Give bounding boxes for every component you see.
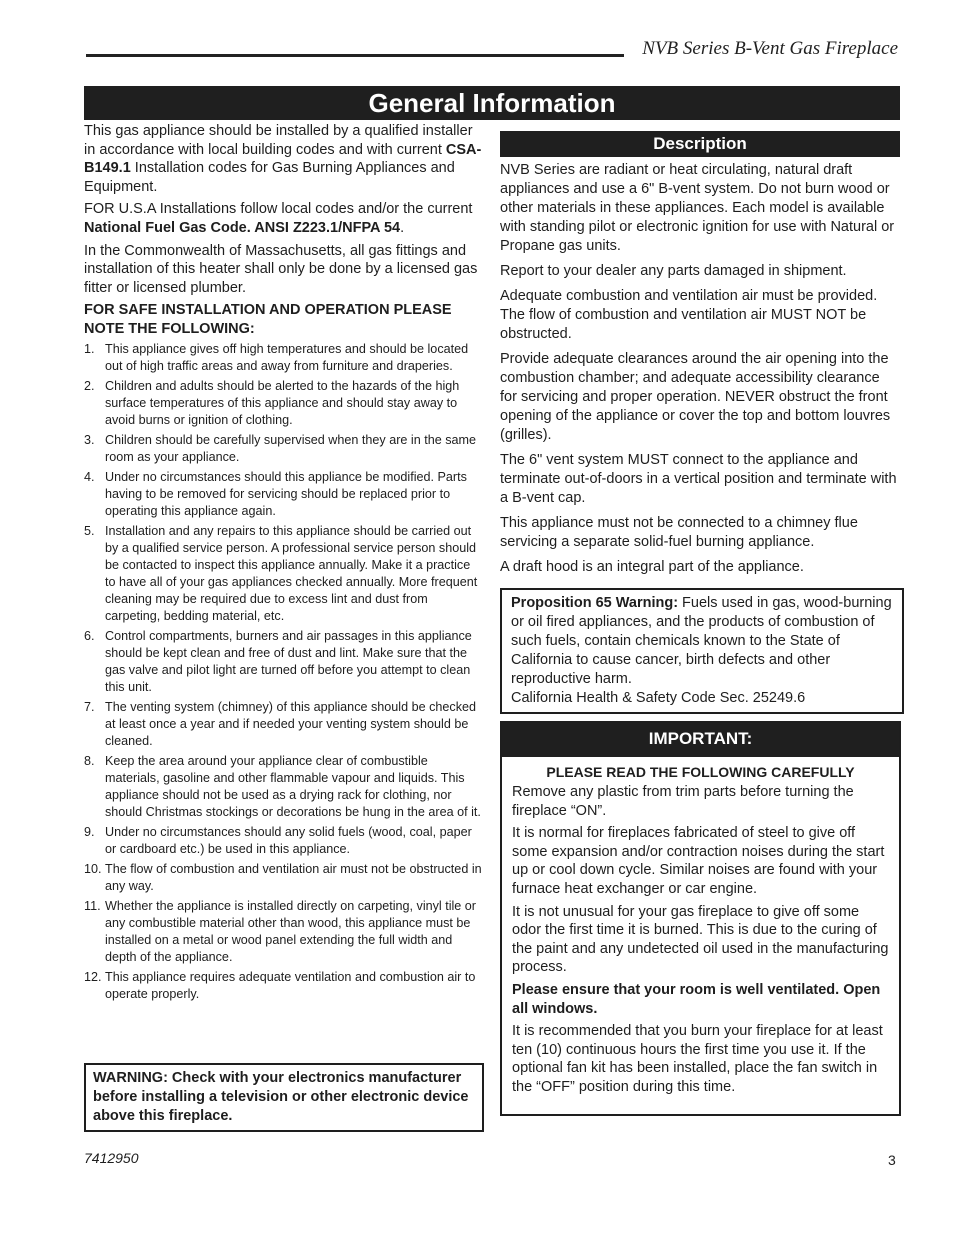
important-box	[500, 721, 901, 1116]
safety-item-text: This appliance requires adequate ventilation and combustion air to operate properly.	[105, 969, 476, 1001]
safety-item-number: 7.	[84, 699, 95, 714]
safety-item-text: Control compartments, burners and air passages in this appliance should be kept clean and free of dust and lint. Make sure that the gas valve and pilot light are turned off before you attempt to clean this unit.	[105, 628, 472, 694]
safety-item-text: This appliance gives off high temperatures and should be located out of high traffic areas and away from furniture and draperies.	[105, 341, 469, 373]
safety-item	[84, 432, 482, 466]
description-paragraph: This appliance must not be connected to a chimney flue servicing a separate solid-fuel burning appliance.	[500, 515, 858, 550]
ventilation-notice: Please ensure that your room is well ventilated. Open all windows.	[512, 981, 881, 1017]
important-subhead: PLEASE READ THE FOLLOWING CAREFULLY	[546, 764, 855, 780]
safety-item-number: 11.	[84, 898, 101, 913]
page-number: 3	[888, 1152, 896, 1168]
install-text: This gas appliance should be installed by a qualified installer in accordance with local building codes and with current	[84, 123, 473, 158]
install-text-end: Installation codes for Gas Burning Appliances and Equipment.	[84, 160, 455, 195]
safety-item-number: 5.	[84, 523, 95, 538]
install-paragraph	[84, 122, 482, 196]
safety-list	[84, 341, 482, 1003]
important-paragraph: Remove any plastic from trim parts before turning the fireplace “ON”.	[512, 784, 854, 819]
safety-item-number: 10.	[84, 861, 102, 876]
safety-item-text: Children and adults should be alerted to the hazards of the high surface temperatures of this appliance and should stay away to avoid burns or ignition of clothing.	[105, 378, 460, 427]
safety-item-text: The flow of combustion and ventilation air must not be obstructed in any way.	[105, 861, 482, 893]
safety-item	[84, 861, 482, 895]
page-title: General Information	[84, 86, 900, 120]
electronics-warning: WARNING: Check with your electronics manufacturer before installing a television or other electronic device above this fireplace.	[84, 1063, 484, 1132]
prop65-code: California Health & Safety Code Sec. 25249.6	[511, 690, 806, 706]
prop65-warning	[500, 588, 904, 714]
doc-number: 7412950	[84, 1150, 139, 1166]
safety-item	[84, 898, 482, 966]
safety-item-text: Keep the area around your appliance clear of combustible materials, gasoline and other flammable vapour and liquids. This appliance should not be used as a drying rack for clothing, nor should Christmas stockings or decorations be hung in the area of it.	[105, 753, 481, 819]
left-column	[84, 122, 482, 1006]
important-paragraph: It is recommended that you burn your fireplace for at least ten (10) continuous hours the first time you use it. If the optional fan kit has been installed, place the fan switch in the “OFF” position during this time.	[512, 1023, 883, 1095]
safe-installation-heading: FOR SAFE INSTALLATION AND OPERATION PLEASE NOTE THE FOLLOWING:	[84, 302, 452, 337]
safety-item-text: Under no circumstances should any solid fuels (wood, coal, paper or cardboard etc.) be used in this appliance.	[105, 824, 472, 856]
usa-paragraph	[84, 200, 482, 237]
massachusetts-paragraph: In the Commonwealth of Massachusetts, all gas fittings and installation of this heater shall only be done by a licensed gas fitter or licensed plumber.	[84, 242, 478, 296]
description-paragraph: A draft hood is an integral part of the appliance.	[500, 559, 804, 575]
safety-item	[84, 699, 482, 750]
safety-item	[84, 628, 482, 696]
usa-text: FOR U.S.A Installations follow local codes and/or the current	[84, 201, 473, 218]
right-column	[500, 131, 900, 577]
usa-text-end: .	[400, 219, 405, 236]
important-title: IMPORTANT:	[502, 723, 899, 757]
important-paragraph: It is normal for fireplaces fabricated of steel to give off some expansion and/or contraction noises during the start up or cool down cycle. Similar noises are found with your furnace heat exchanger or car engine.	[512, 825, 885, 897]
safety-item	[84, 523, 482, 625]
description-paragraph: NVB Series are radiant or heat circulating, natural draft appliances and use a 6" B-vent system. Do not burn wood or other materials in these appliances. Each model is available with standing pilot or electronic ignition for use with Natural or Propane gas units.	[500, 162, 895, 254]
description-paragraph: Report to your dealer any parts damaged in shipment.	[500, 263, 847, 279]
description-paragraph: The 6" vent system MUST connect to the appliance and terminate out-of-doors in a vertical position and terminate with a B-vent cap.	[500, 452, 897, 506]
prop65-label: Proposition 65 Warning:	[511, 595, 679, 611]
safety-item	[84, 969, 482, 1003]
safety-item-text: Installation and any repairs to this appliance should be carried out by a qualified service person. A professional service person should be contacted to inspect this appliance annually. Make it a practice to have all of your gas appliances checked annually. More frequent cleaning may be required due to excess lint and dust from carpeting, bedding material, etc.	[105, 523, 478, 623]
safety-item-text: Children should be carefully supervised when they are in the same room as your appliance.	[105, 432, 477, 464]
prop65-text: Fuels used in gas, wood-burning or oil fired appliances, and the products of combustion of such fuels, contain chemicals known to the State of California to cause cancer, birth defects and other reproductive harm.	[511, 595, 892, 687]
nfpa-code: National Fuel Gas Code. ANSI Z223.1/NFPA 54	[84, 219, 401, 236]
safety-item	[84, 469, 482, 520]
description-title: Description	[500, 131, 900, 157]
header-rule	[86, 54, 624, 57]
safety-item-text: The venting system (chimney) of this appliance should be checked at least once a year and if needed your venting system should be cleaned.	[105, 699, 477, 748]
csa-code: CSA-B149.1	[84, 141, 482, 177]
safety-item-number: 9.	[84, 824, 95, 839]
description-paragraph: Provide adequate clearances around the air opening into the combustion chamber; and adequate accessibility clearance for servicing and proper operation. NEVER obstruct the front opening of the appliance or cover the top and bottom louvres (grilles).	[500, 351, 891, 443]
safety-item-text: Whether the appliance is installed directly on carpeting, vinyl tile or any combustible material other than wood, this appliance must be installed on a metal or wood panel extending the full width and depth of the appliance.	[105, 898, 477, 964]
safety-item-number: 2.	[84, 378, 95, 393]
important-paragraph: It is not unusual for your gas fireplace to give off some odor the first time it is burned. This is due to the curing of the paint and any undetected oil used in the manufacturing process.	[512, 903, 889, 976]
safety-item	[84, 378, 482, 429]
safety-item-number: 6.	[84, 628, 95, 643]
safety-item-number: 8.	[84, 753, 95, 768]
safety-item-text: Under no circumstances should this appliance be modified. Parts having to be removed for servicing should be replaced prior to operating this appliance again.	[105, 469, 467, 518]
safety-item	[84, 824, 482, 858]
safety-item-number: 1.	[84, 341, 95, 356]
description-paragraph: Adequate combustion and ventilation air must be provided. The flow of combustion and ventilation air MUST NOT be obstructed.	[500, 288, 878, 342]
safety-item-number: 4.	[84, 469, 95, 484]
safety-item	[84, 753, 482, 821]
safety-item	[84, 341, 482, 375]
safety-item-number: 12.	[84, 969, 102, 984]
series-title: NVB Series B-Vent Gas Fireplace	[642, 38, 898, 59]
safety-item-number: 3.	[84, 432, 95, 447]
